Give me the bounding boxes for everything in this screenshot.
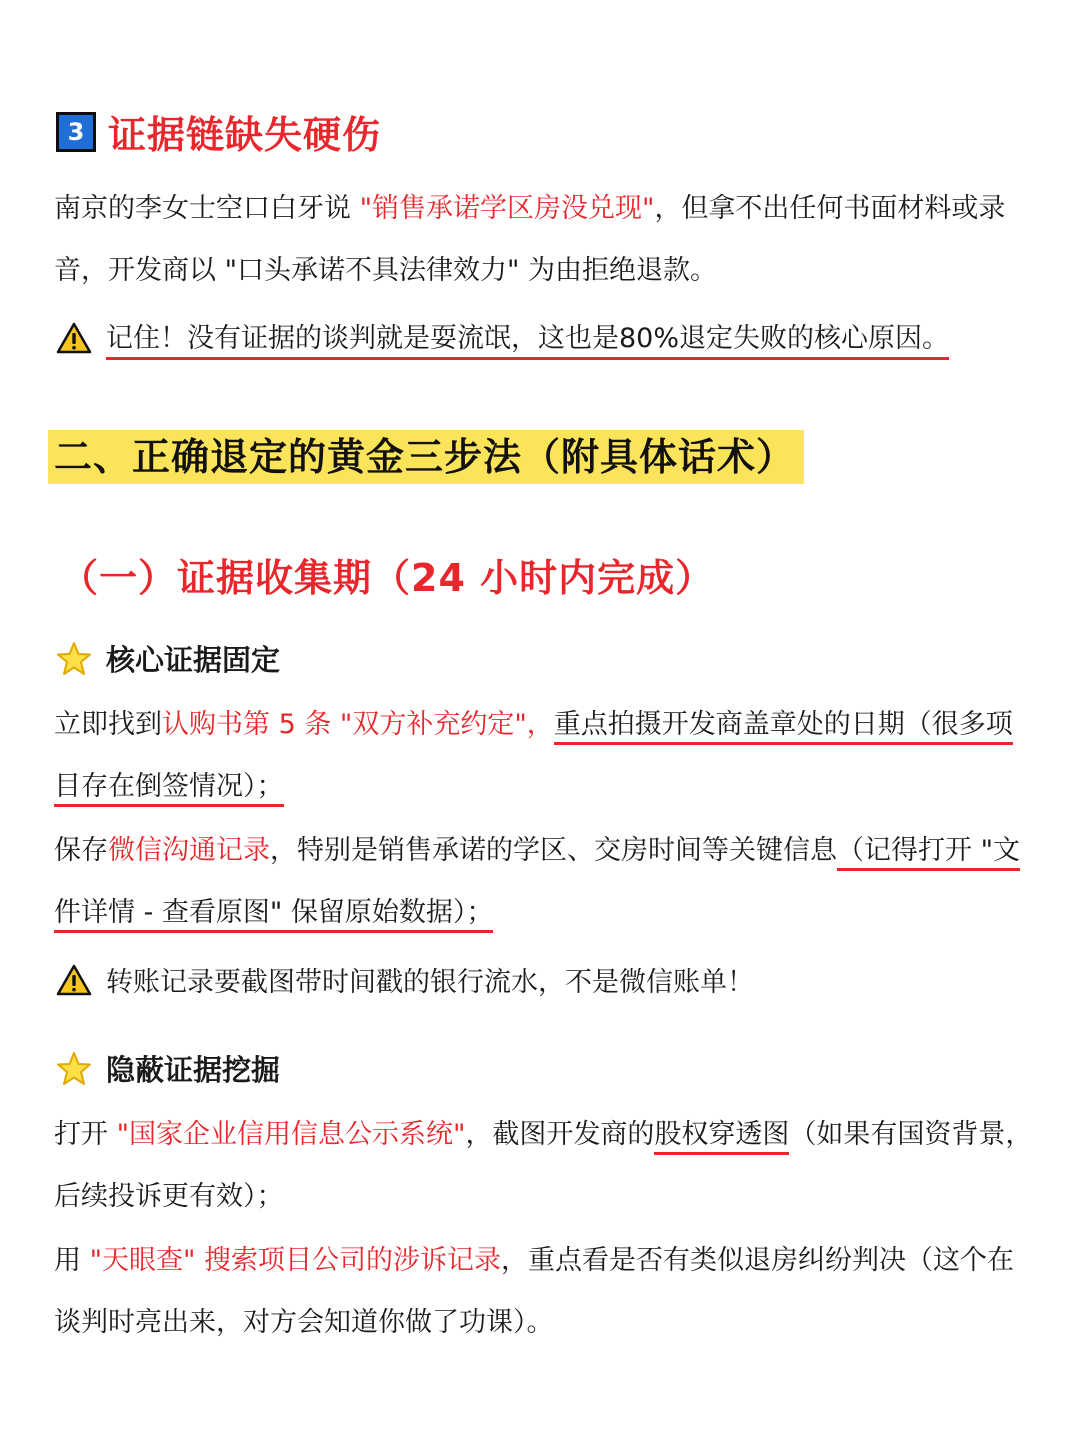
- item-text: 立即找到: [54, 709, 162, 740]
- number-badge: 3: [56, 112, 96, 152]
- case-paragraph: [54, 178, 1034, 302]
- hidden-evidence-heading: [56, 1048, 280, 1089]
- item-underlined-text: 重点拍摄开发商盖章处的日期（很多项目存在倒签情况）；: [54, 709, 1013, 807]
- case-quote: "销售承诺学区房没兑现": [359, 193, 655, 224]
- item-text: 打开: [54, 1119, 117, 1150]
- core-evidence-heading: [56, 638, 280, 679]
- hidden-evidence-item-2: [54, 1230, 1034, 1354]
- item-text-2: ，特别是销售承诺的学区、交房时间等关键信息: [270, 835, 837, 866]
- warning-icon: [56, 964, 92, 996]
- item-text: 保存: [54, 835, 108, 866]
- item-red-text: "天眼查" 搜索项目公司的涉诉记录: [89, 1245, 502, 1276]
- case-text-2: ，但拿不出任何书面材料或录音，开发商以 "口头承诺不具法律效力" 为由拒绝退款。: [54, 193, 1006, 286]
- warning-icon: [56, 322, 92, 354]
- item-red-text: 认购书第 5 条 "双方补充约定"，: [162, 709, 554, 740]
- warning-note-2: [56, 960, 754, 999]
- item-red-text: 微信沟通记录: [108, 835, 270, 866]
- hidden-evidence-title: 隐蔽证据挖掘: [106, 1053, 281, 1087]
- star-icon: [56, 641, 92, 677]
- item-red-text: "国家企业信用信息公示系统": [116, 1119, 466, 1150]
- warning-2-text: 转账记录要截图带时间戳的银行流水，不是微信账单！: [106, 967, 754, 998]
- star-icon: [56, 1051, 92, 1087]
- case-text-1: 南京的李女士空口白牙说: [54, 193, 360, 224]
- section-3-title: 证据链缺失硬伤: [108, 113, 382, 157]
- section-3-heading: [56, 104, 381, 159]
- item-text: 用: [54, 1245, 90, 1276]
- core-evidence-item-1: [54, 694, 1034, 818]
- core-evidence-title: 核心证据固定: [106, 643, 281, 677]
- subsection-heading: （一）证据收集期（24 小时内完成）: [60, 556, 715, 600]
- warning-note-1: [56, 316, 949, 360]
- warning-1-text: 记住！没有证据的谈判就是耍流氓，这也是80%退定失败的核心原因。: [106, 316, 949, 360]
- core-evidence-item-2: [54, 820, 1034, 944]
- item-text-2: ，截图开发商的: [465, 1119, 655, 1150]
- item-text-2: ，重点看是否有类似退房纠纷判决（这个在谈判时亮出来，对方会知道你做了功课）。: [54, 1245, 1015, 1338]
- hidden-evidence-item-1: [54, 1104, 1034, 1228]
- item-underlined-text: 股权穿透图: [654, 1119, 789, 1155]
- item-text-3: （如果有国资背景，后续投诉更有效）；: [54, 1119, 1033, 1212]
- section-2-heading: 二、正确退定的黄金三步法（附具体话术）: [54, 435, 796, 479]
- item-underlined-text: （记得打开 "文件详情 - 查看原图" 保留原始数据）；: [54, 835, 1020, 933]
